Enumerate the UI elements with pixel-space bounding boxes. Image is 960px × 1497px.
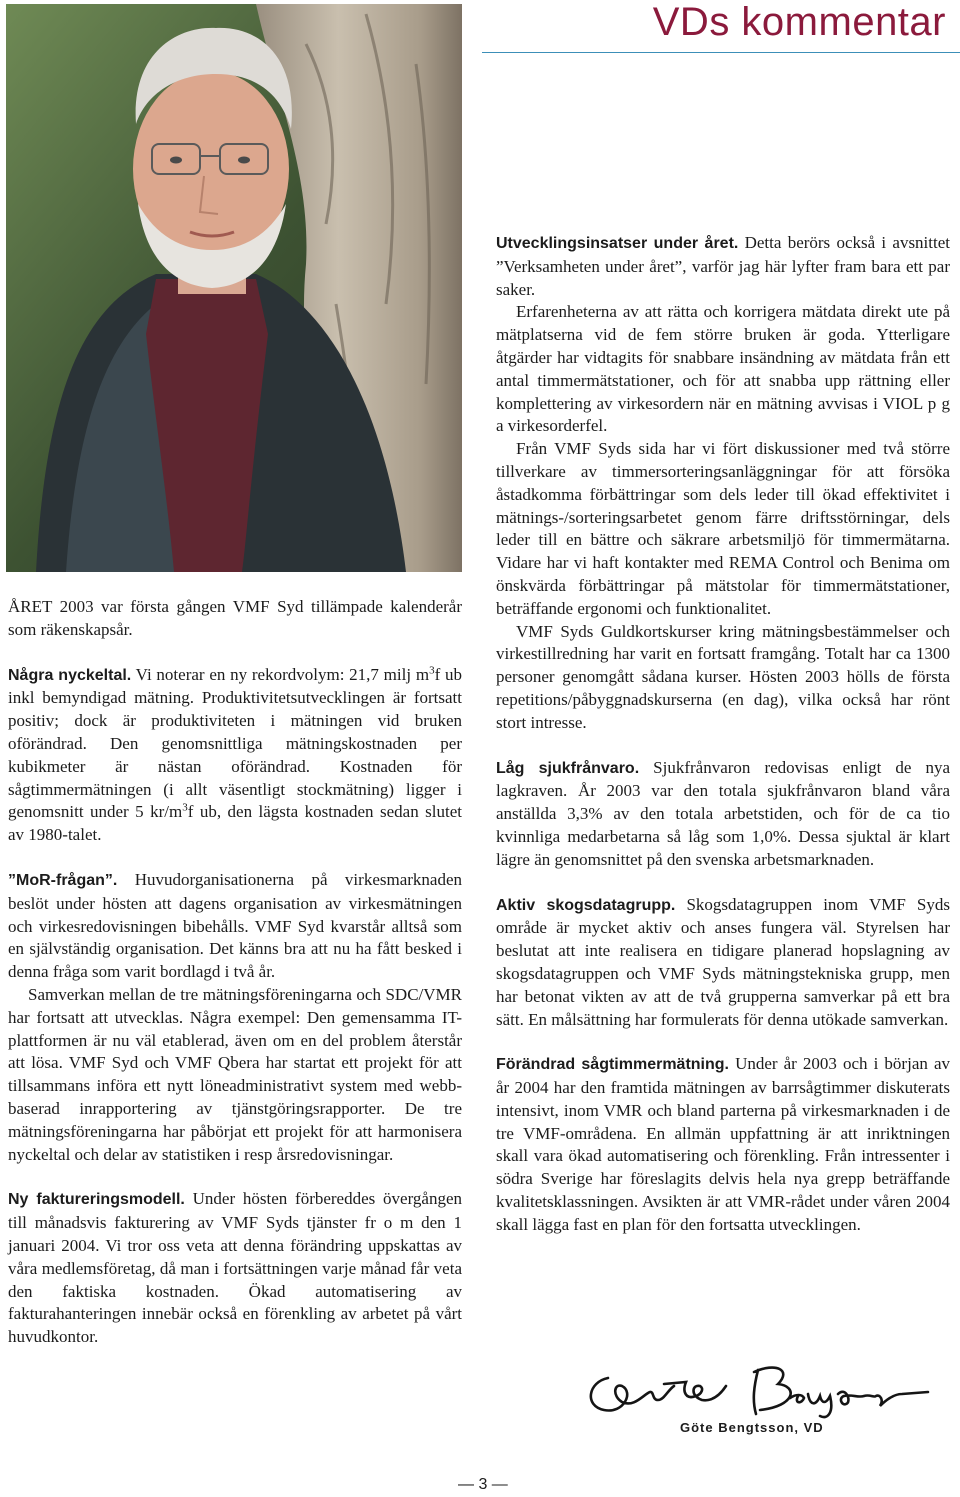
paragraph-samverkan: Samverkan mellan de tre mätningsföreningarna och SDC/VMR har fortsatt att utvecklas. Några exempel: Den gemensamma IT-plattformen är nu väl etablerad, även om en del problem återstår att lösa. VMF Syd och VMF Qbera har startat ett projekt för att tillsammans införa ett nytt löneadministrativt system med webb-baserad inrapportering av tjänstgöringsrapporter. De tre mätningsföreningarna har påbörjat ett projekt för att harmonisera nyckeltal och delar av statistiken i resp årsredovisningar. [8, 984, 462, 1164]
section-heading: Utvecklingsinsatser under året. [496, 235, 739, 252]
left-column [8, 596, 462, 1349]
right-column [496, 232, 950, 1237]
section-utvecklingsinsatser: Utvecklingsinsatser under året. Detta berörs också i avsnittet ”Verksamheten under året”, varför jag här lyfter fram bara ett par saker. [496, 233, 950, 299]
section-faktureringsmodell: Ny faktureringsmodell. Under hösten förbereddes övergången till månadsvis fakturering av VMF Syds tjänster fr o m den 1 januari 2004. Vi tror oss veta att denna förändring uppskattas av våra medlemsföretag, då man i fortsättningen varje månad får veta den faktiska kostnaden. Ökad automatisering av fakturahanteringen innebär också en förenkling av arbetet på vårt huvudkontor. [8, 1189, 463, 1347]
section-heading: Aktiv skogsdatagrupp. [496, 896, 676, 914]
section-heading: Ny faktureringsmodell. [8, 1191, 185, 1209]
handwritten-signature [576, 1356, 946, 1422]
section-sagtimmermatning: Förändrad sågtimmermätning. Under år 2003 och i början av år 2004 har den framtida mätningen av barrsågtimmer diskuterats intensivt, inom VMR och bland parterna på virkesmarknaden i de tre VMF-områdena. En allmän uppfattning är att inriktningen skall vara ökad automatisering och förenkling. Från intressenter i södra Sverige har föreslagits delvis hela nya grepp beträffande kvalitetsklassningen. Avsikten är att VMR-rådet under våren 2004 skall lägga fast en plan för den fortsatta utvecklingen. [496, 1054, 950, 1234]
section-nyckeltal: Några nyckeltal. Vi noterar en ny rekordvolym: 21,7 milj $m^3f$ ub inkl bemyndigad mätning. Produktivitetsutvecklingen är fortsatt positiv; dock är produktiviteten i mätningen vid bruken oförändrad. Den genomsnittliga mätningskostnaden per kubikmeter är nästan oförändrad. Kostnaden för sågtimmermätningen (i allt väsentligt stockmätning) ligger i genomsnitt under 5 $kr/m^3f$ ub, den lägsta kostnaden sedan slutet av 1980-talet. [8, 663, 462, 845]
section-heading: ”MoR-frågan”. [8, 871, 118, 889]
header-rule [482, 52, 960, 53]
page-title: VDs kommentar [652, 0, 946, 44]
portrait-photo [6, 4, 462, 572]
section-heading: Några nyckeltal. [8, 666, 132, 684]
section-mor-fragan: ”MoR-frågan”. Huvudorganisationerna på virkesmarknaden beslöt under hösten att dagens organisation av virkesmätningen och virkesredovisningen bibehålls. VMF Syd kvarstår alltså som en självständig organisation. Det känns bra att nu ha fått besked i denna fråga som varit bordlagd i två år. [8, 869, 462, 982]
paragraph-guldkortskurser: VMF Syds Guldkortskurser kring mätningsbestämmelser och virkestillredning har varit en fortsatt framgång. Totalt har ca 1300 personer genomgått sådana kurser. Hösten 2003 hölls de första repetitions/påbyggnadskurserna (en dag), vilka också har rönt stort intresse. [496, 621, 950, 732]
page-number: — 3 — [458, 1476, 508, 1493]
section-heading: Förändrad sågtimmermätning. [496, 1056, 729, 1074]
section-heading: Låg sjukfrånvaro. [496, 759, 640, 777]
section-skogsdatagrupp: Aktiv skogsdatagrupp. Skogsdatagruppen inom VMF Syds område är mycket aktiv och anses fungera väl. Styrelsen har beslutat att inte realisera en tidigare planerad hopslagning av skogsdatagruppen och VMF Syds mätningstekniska grupp, men har betonat vikten av att de två grupperna samverkar på ett bra sätt. En målsättning har formulerats för denna utökade samverkan. [496, 894, 950, 1029]
intro-paragraph: ÅRET 2003 var första gången VMF Syd tillämpade kalenderår som räkenskapsår. [8, 597, 462, 639]
signature-name: Göte Bengtsson, VD [680, 1420, 824, 1435]
section-sjukfranvaro: Låg sjukfrånvaro. Sjukfrånvaron redovisas enligt de nya lagkraven. År 2003 var den totala sjukfrånvaron bland våra anställda 3,3% av den totala arbetstiden, och för de ca tio kvinnliga medarbetarna så låg som 1,0%. Dessa sjuktal är klart lägre än genomsnittet på den svenska arbetsmarknaden. [496, 757, 951, 869]
paragraph-timmersortering: Från VMF Syds sida har vi fört diskussioner med två större tillverkare av timmersorteringsanläggningar för att försöka åstadkomma förbättringar som dels leder till ökad effektivitet i mätnings-/sorteringsarbetet genom färre driftsstörningar, dels leder till en bättre och säkrare arbetsmiljö för timmermätarna. Vidare har vi haft kontakter med REMA Control och Benima om önskvärda förbättringar på mätstolar för timmermätstationer, beträffande ergonomi och funktionalitet. [496, 439, 950, 618]
paragraph-matdata: Erfarenheterna av att rätta och korrigera mätdata direkt ute på mätplatserna vid de fem större bruken är goda. Ytterligare åtgärder har vidtagits för snabbare insändning av mätdata från ett antal timmermätstationer, och för att snabba upp rättning eller komplettering av virkesordern när en mätning avvisas i VIOL p g a virkesorderfel. [496, 302, 950, 436]
